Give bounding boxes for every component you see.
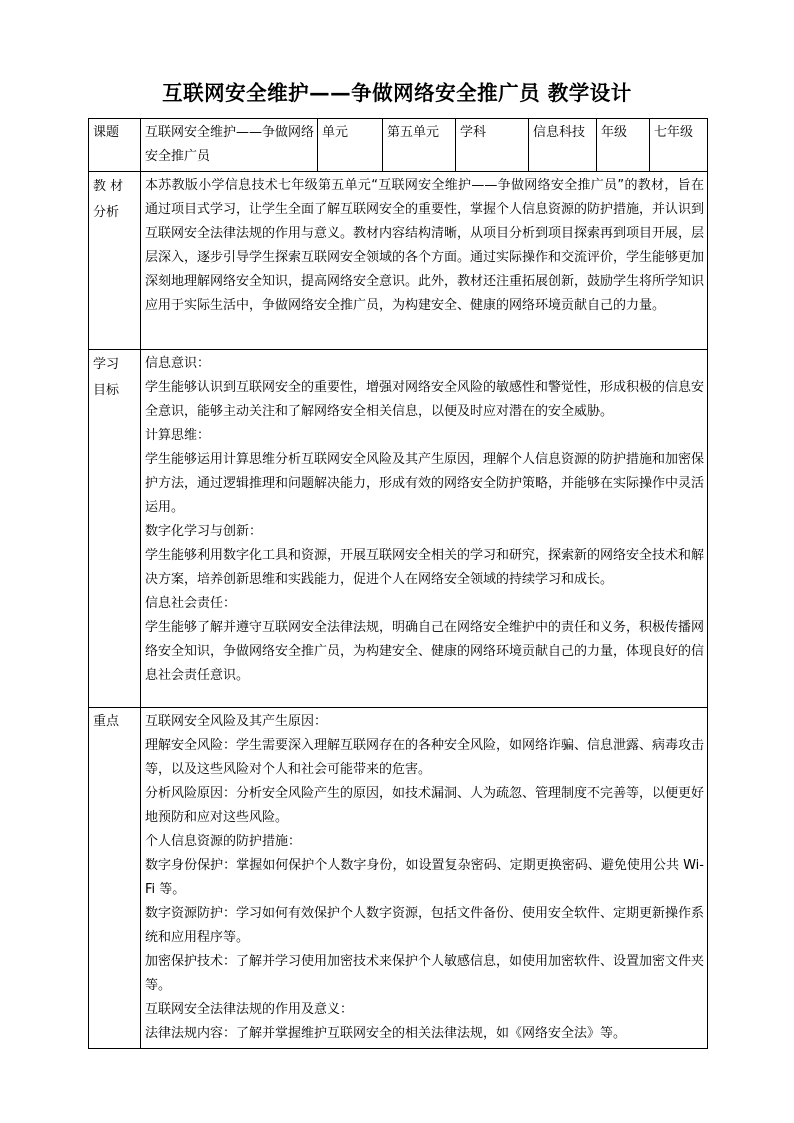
material-analysis-label-line1: 教 材	[93, 179, 124, 194]
key-point-line: 数字身份保护：掌握如何保护个人数字身份，如设置复杂密码、定期更换密码、避免使用公共 Wi-Fi 等。	[145, 858, 704, 897]
key-point-line: 理解安全风险：学生需要深入理解互联网存在的各种安全风险，如网络诈骗、信息泄露、病毒攻击等，以及这些风险对个人和社会可能带来的危害。	[145, 738, 705, 777]
key-point-line: 互联网安全风险及其产生原因：	[145, 714, 328, 729]
objective-heading: 数字化学习与创新：	[145, 524, 263, 539]
objective-text: 学生能够利用数字化工具和资源，开展互联网安全相关的学习和研究，探索新的网络安全技术和解决方案，培养创新思维和实践能力，促进个人在网络安全领域的持续学习和成长。	[145, 548, 705, 587]
learning-objectives-text-cell	[141, 350, 708, 708]
topic-label: 课题	[89, 119, 141, 172]
key-point-line: 数字资源防护：学习如何有效保护个人数字资源，包括文件备份、使用安全软件、定期更新操作系统和应用程序等。	[145, 906, 705, 945]
learning-objectives-label-line2: 目标	[93, 383, 120, 398]
key-point-line: 分析风险原因：分析安全风险产生的原因，如技术漏洞、人为疏忽、管理制度不完善等，以便更好地预防和应对这些风险。	[145, 786, 705, 825]
material-analysis-label-line2: 分析	[93, 205, 120, 220]
document-title: 互联网安全维护——争做网络安全推广员 教学设计	[162, 81, 632, 105]
key-points-text-cell	[141, 708, 708, 1049]
key-point-line: 加密保护技术：了解并学习使用加密技术来保护个人敏感信息，如使用加密软件、设置加密文件夹等。	[145, 954, 705, 993]
subject-value: 信息科技	[529, 119, 597, 172]
material-analysis-label	[89, 172, 141, 350]
key-point-line: 法律法规内容：了解并掌握维护互联网安全的相关法律法规，如《网络安全法》等。	[145, 1026, 627, 1041]
key-points-label: 重点	[89, 708, 141, 1049]
objective-heading: 信息社会责任：	[145, 596, 237, 611]
unit-value: 第五单元	[383, 119, 456, 172]
key-point-line: 互联网安全法律法规的作用及意义：	[145, 1002, 354, 1017]
material-analysis-text: 本苏教版小学信息技术七年级第五单元“互联网安全维护——争做网络安全推广员”的教材，旨在通过项目式学习，让学生全面了解互联网安全的重要性，掌握个人信息资源的防护措施，并认识到互联网安全法律法规的作用与意义。教材内容结构清晰，从项目分析到项目探索再到项目开展，层层深入，逐步引导学生探索互联网安全领域的各个方面。通过实际操作和交流评价，学生能够更加深刻地理解网络安全知识，提高网络安全意识。此外，教材还注重拓展创新，鼓励学生将所学知识应用于实际生活中，争做网络安全推广员，为构建安全、健康的网络环境贡献自己的力量。	[145, 178, 705, 313]
grade-value: 七年级	[650, 119, 708, 172]
objective-heading: 信息意识：	[145, 356, 211, 371]
header-row	[89, 119, 708, 172]
grade-label: 年级	[597, 119, 650, 172]
lesson-plan-table	[88, 118, 708, 1049]
material-analysis-row	[89, 172, 708, 350]
key-points-row	[89, 708, 708, 1049]
objective-text: 学生能够认识到互联网安全的重要性，增强对网络安全风险的敏感性和警觉性，形成积极的信息安全意识，能够主动关注和了解网络安全相关信息，以便及时应对潜在的安全威胁。	[145, 380, 705, 419]
material-analysis-text-cell	[141, 172, 708, 350]
learning-objectives-label-line1: 学习	[93, 357, 120, 372]
learning-objectives-label	[89, 350, 141, 708]
objective-text: 学生能够运用计算思维分析互联网安全风险及其产生原因，理解个人信息资源的防护措施和加密保护方法，通过逻辑推理和问题解决能力，形成有效的网络安全防护策略，并能够在实际操作中灵活运用。	[145, 452, 705, 515]
subject-label: 学科	[456, 119, 529, 172]
unit-label: 单元	[318, 119, 383, 172]
objective-heading: 计算思维：	[145, 428, 211, 443]
objective-text: 学生能够了解并遵守互联网安全法律法规，明确自己在网络安全维护中的责任和义务，积极传播网络安全知识，争做网络安全推广员，为构建安全、健康的网络环境贡献自己的力量，体现良好的信息社会责任意识。	[145, 620, 705, 683]
learning-objectives-row	[89, 350, 708, 708]
key-point-line: 个人信息资源的防护措施：	[145, 834, 302, 849]
topic-value: 互联网安全维护——争做网络安全推广员	[141, 119, 318, 172]
